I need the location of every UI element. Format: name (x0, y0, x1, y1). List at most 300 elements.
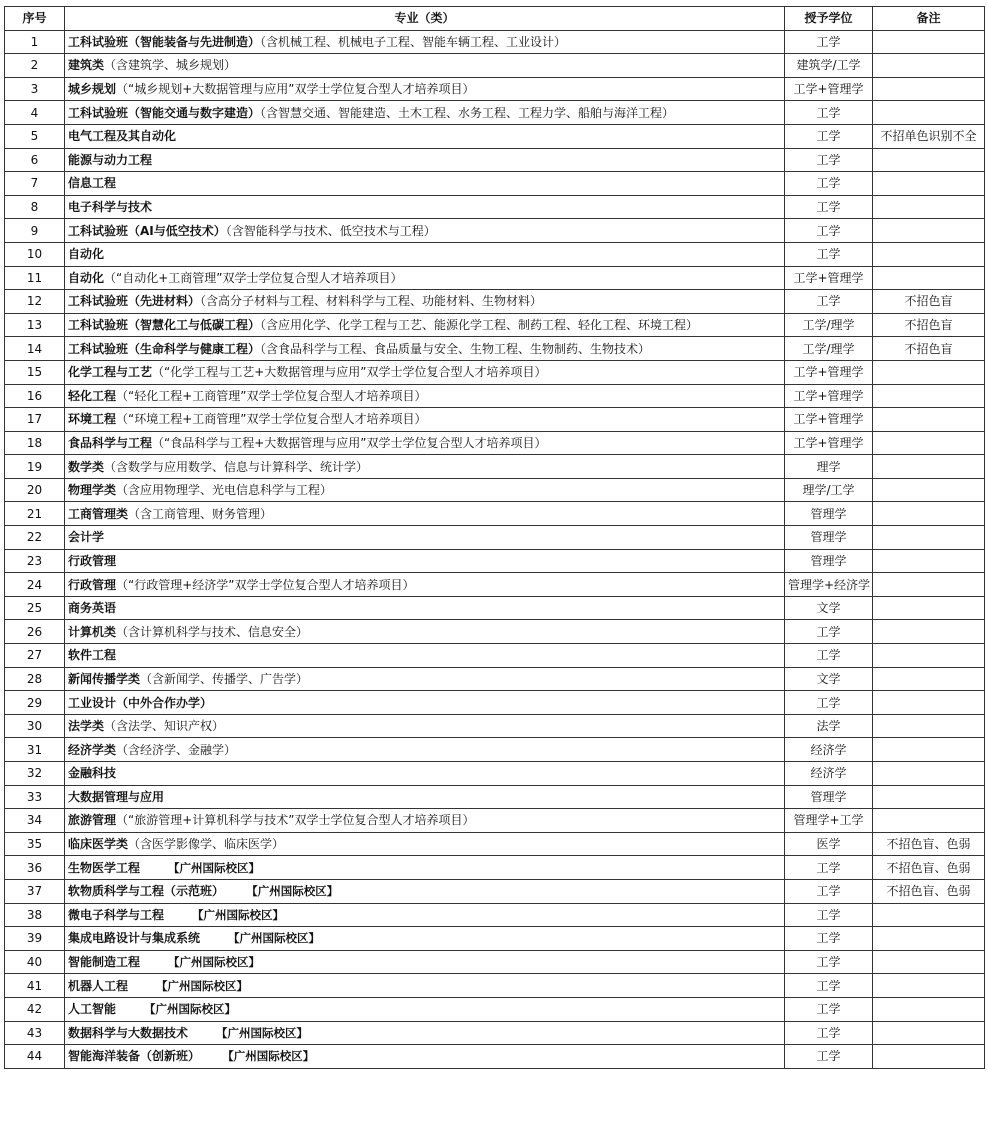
major-name: 数学类 (68, 459, 105, 474)
row-no: 8 (5, 195, 65, 219)
row-no: 25 (5, 596, 65, 620)
row-major (65, 1021, 785, 1045)
table-row (5, 927, 985, 951)
major-detail: （含新闻学、传播学、广告学） (140, 671, 309, 686)
major-detail: （含应用化学、化学工程与工艺、能源化学工程、制药工程、轻化工程、环境工程） (260, 318, 699, 333)
major-detail: （含食品科学与工程、食品质量与安全、生物工程、生物制药、生物技术） (260, 341, 651, 356)
major-detail: （“行政管理+经济学”双学士学位复合型人才培养项目） (116, 577, 415, 592)
row-no: 1 (5, 30, 65, 54)
row-major (65, 195, 785, 219)
table-row (5, 266, 985, 290)
row-degree: 文学 (785, 596, 873, 620)
row-note (873, 101, 985, 125)
table-row (5, 172, 985, 196)
row-note (873, 997, 985, 1021)
table-row (5, 478, 985, 502)
row-major (65, 691, 785, 715)
row-note (873, 785, 985, 809)
row-major (65, 950, 785, 974)
row-no: 12 (5, 290, 65, 314)
row-no: 34 (5, 809, 65, 833)
row-no: 11 (5, 266, 65, 290)
row-note (873, 549, 985, 573)
row-degree: 工学+管理学 (785, 384, 873, 408)
table-row (5, 573, 985, 597)
row-note: 不招色盲 (873, 337, 985, 361)
row-major (65, 502, 785, 526)
row-degree: 工学 (785, 879, 873, 903)
table-row (5, 714, 985, 738)
row-major (65, 172, 785, 196)
row-no: 14 (5, 337, 65, 361)
row-major (65, 856, 785, 880)
header-row (5, 7, 985, 31)
majors-table (4, 6, 985, 1069)
row-major (65, 596, 785, 620)
major-campus: 【广州国际校区】 (228, 931, 321, 946)
major-campus: 【广州国际校区】 (168, 955, 261, 970)
major-name: 化学工程与工艺 (68, 365, 153, 380)
major-name: 新闻传播学类 (68, 671, 141, 686)
row-major (65, 101, 785, 125)
row-degree: 工学/理学 (785, 337, 873, 361)
row-no: 22 (5, 526, 65, 550)
table-row (5, 124, 985, 148)
major-name: 食品科学与工程 (68, 435, 153, 450)
row-no: 43 (5, 1021, 65, 1045)
table-row (5, 667, 985, 691)
table-row (5, 620, 985, 644)
major-campus: 【广州国际校区】 (144, 1002, 237, 1017)
major-campus: 【广州国际校区】 (228, 1049, 315, 1064)
major-detail: （含建筑学、城乡规划） (104, 58, 237, 73)
major-campus: 【广州国际校区】 (156, 978, 249, 993)
row-degree: 文学 (785, 667, 873, 691)
row-note (873, 502, 985, 526)
row-degree: 管理学 (785, 785, 873, 809)
major-name: 生物医学工程 (68, 860, 141, 875)
row-note: 不招色盲、色弱 (873, 879, 985, 903)
major-name: 大数据管理与应用 (68, 789, 165, 804)
table-row (5, 526, 985, 550)
row-no: 29 (5, 691, 65, 715)
major-name: 机器人工程 (68, 978, 129, 993)
table-row (5, 903, 985, 927)
table-row (5, 596, 985, 620)
major-detail: （“轻化工程+工商管理”双学士学位复合型人才培养项目） (116, 388, 427, 403)
row-note (873, 242, 985, 266)
table-row (5, 30, 985, 54)
row-degree: 理学 (785, 455, 873, 479)
major-name: 经济学类 (68, 742, 117, 757)
row-no: 39 (5, 927, 65, 951)
row-no: 26 (5, 620, 65, 644)
row-no: 36 (5, 856, 65, 880)
major-detail: （含法学、知识产权） (104, 719, 225, 734)
major-detail: （含机械工程、机械电子工程、智能车辆工程、工业设计） (260, 34, 567, 49)
row-no: 38 (5, 903, 65, 927)
row-major (65, 1045, 785, 1069)
row-no: 35 (5, 832, 65, 856)
row-major (65, 148, 785, 172)
row-major (65, 714, 785, 738)
major-name: 电气工程及其自动化 (68, 129, 177, 144)
row-no: 18 (5, 431, 65, 455)
row-degree: 工学 (785, 172, 873, 196)
row-no: 2 (5, 54, 65, 78)
row-major (65, 927, 785, 951)
row-no: 42 (5, 997, 65, 1021)
row-degree: 工学 (785, 997, 873, 1021)
row-note (873, 691, 985, 715)
row-no: 40 (5, 950, 65, 974)
row-degree: 工学 (785, 195, 873, 219)
row-degree: 工学 (785, 620, 873, 644)
table-row (5, 785, 985, 809)
row-degree: 工学 (785, 242, 873, 266)
table-row (5, 856, 985, 880)
row-note (873, 573, 985, 597)
major-name: 建筑类 (68, 58, 105, 73)
row-note (873, 714, 985, 738)
row-degree: 管理学+经济学 (785, 573, 873, 597)
major-campus: 【广州国际校区】 (168, 860, 261, 875)
row-degree: 法学 (785, 714, 873, 738)
major-name: 工业设计（中外合作办学） (68, 695, 213, 710)
row-major (65, 644, 785, 668)
row-no: 19 (5, 455, 65, 479)
row-major (65, 408, 785, 432)
row-note (873, 195, 985, 219)
row-major (65, 903, 785, 927)
major-name: 法学类 (68, 719, 105, 734)
row-major (65, 879, 785, 903)
major-name: 自动化 (68, 247, 105, 262)
row-note (873, 384, 985, 408)
row-degree: 工学/理学 (785, 313, 873, 337)
row-major (65, 360, 785, 384)
row-degree: 管理学 (785, 502, 873, 526)
row-major (65, 290, 785, 314)
row-note (873, 927, 985, 951)
table-row (5, 549, 985, 573)
row-note (873, 1045, 985, 1069)
row-major (65, 54, 785, 78)
row-major (65, 997, 785, 1021)
row-degree: 工学 (785, 30, 873, 54)
table-row (5, 195, 985, 219)
row-degree: 工学 (785, 974, 873, 998)
row-note (873, 266, 985, 290)
major-detail: （含智慧交通、智能建造、土木工程、水务工程、工程力学、船舶与海洋工程） (260, 105, 675, 120)
table-row (5, 290, 985, 314)
row-no: 15 (5, 360, 65, 384)
row-note (873, 974, 985, 998)
header-degree: 授予学位 (785, 7, 873, 31)
row-no: 37 (5, 879, 65, 903)
major-name: 工科试验班（AI与低空技术） (68, 223, 226, 238)
table-row (5, 502, 985, 526)
major-name: 能源与动力工程 (68, 152, 153, 167)
major-detail: （含数学与应用数学、信息与计算科学、统计学） (104, 459, 369, 474)
table-row (5, 997, 985, 1021)
header-no: 序号 (5, 7, 65, 31)
row-no: 32 (5, 762, 65, 786)
major-detail: （含经济学、金融学） (116, 742, 237, 757)
row-note (873, 148, 985, 172)
row-degree: 理学/工学 (785, 478, 873, 502)
header-note: 备注 (873, 7, 985, 31)
table-row (5, 242, 985, 266)
table-row (5, 738, 985, 762)
major-name: 工商管理类 (68, 506, 129, 521)
major-name: 物理学类 (68, 483, 117, 498)
row-note (873, 596, 985, 620)
row-no: 13 (5, 313, 65, 337)
row-degree: 工学 (785, 148, 873, 172)
row-note (873, 738, 985, 762)
row-note (873, 408, 985, 432)
row-major (65, 785, 785, 809)
row-degree: 工学 (785, 950, 873, 974)
row-major (65, 455, 785, 479)
row-no: 20 (5, 478, 65, 502)
major-name: 工科试验班（生命科学与健康工程） (68, 341, 261, 356)
table-row (5, 1021, 985, 1045)
major-campus: 【广州国际校区】 (216, 1025, 309, 1040)
table-row (5, 384, 985, 408)
major-name: 行政管理 (68, 577, 117, 592)
major-name: 工科试验班（智能交通与数字建造） (68, 105, 261, 120)
table-row (5, 832, 985, 856)
row-degree: 医学 (785, 832, 873, 856)
row-no: 7 (5, 172, 65, 196)
row-degree: 工学+管理学 (785, 408, 873, 432)
row-no: 44 (5, 1045, 65, 1069)
major-detail: （含工商管理、财务管理） (128, 506, 273, 521)
table-row (5, 77, 985, 101)
major-name: 软件工程 (68, 648, 117, 663)
major-name: 工科试验班（先进材料） (68, 294, 201, 309)
row-note (873, 455, 985, 479)
row-no: 16 (5, 384, 65, 408)
row-major (65, 337, 785, 361)
table-row (5, 809, 985, 833)
table-row (5, 691, 985, 715)
row-no: 27 (5, 644, 65, 668)
major-name: 软物质科学与工程（示范班） (68, 884, 225, 899)
row-degree: 工学 (785, 1045, 873, 1069)
row-note: 不招色盲 (873, 290, 985, 314)
row-no: 30 (5, 714, 65, 738)
row-note (873, 950, 985, 974)
row-note (873, 809, 985, 833)
major-name: 城乡规划 (68, 82, 117, 97)
major-name: 智能海洋装备（创新班） (68, 1049, 201, 1064)
major-name: 工科试验班（智能装备与先进制造） (68, 34, 261, 49)
row-degree: 工学 (785, 691, 873, 715)
major-campus: 【广州国际校区】 (252, 884, 339, 899)
major-name: 会计学 (68, 530, 105, 545)
row-no: 3 (5, 77, 65, 101)
major-detail: （含高分子材料与工程、材料科学与工程、功能材料、生物材料） (200, 294, 543, 309)
row-degree: 建筑学/工学 (785, 54, 873, 78)
table-row (5, 762, 985, 786)
row-major (65, 384, 785, 408)
table-row (5, 431, 985, 455)
table-row (5, 360, 985, 384)
row-major (65, 549, 785, 573)
major-detail: （“食品科学与工程+大数据管理与应用”双学士学位复合型人才培养项目） (152, 435, 547, 450)
row-note (873, 54, 985, 78)
major-detail: （含计算机科学与技术、信息安全） (116, 624, 309, 639)
table-row (5, 974, 985, 998)
major-name: 工科试验班（智慧化工与低碳工程） (68, 318, 261, 333)
row-major (65, 573, 785, 597)
table-row (5, 1045, 985, 1069)
row-degree: 工学+管理学 (785, 77, 873, 101)
table-row (5, 408, 985, 432)
major-name: 临床医学类 (68, 837, 129, 852)
row-degree: 工学+管理学 (785, 360, 873, 384)
row-degree: 工学 (785, 927, 873, 951)
row-degree: 工学 (785, 856, 873, 880)
row-note (873, 77, 985, 101)
major-name: 电子科学与技术 (68, 200, 153, 215)
table-row (5, 950, 985, 974)
row-note (873, 30, 985, 54)
major-detail: （“城乡规划+大数据管理与应用”双学士学位复合型人才培养项目） (116, 82, 475, 97)
row-degree: 工学 (785, 290, 873, 314)
row-major (65, 832, 785, 856)
major-name: 行政管理 (68, 553, 117, 568)
row-note (873, 620, 985, 644)
row-degree: 工学 (785, 903, 873, 927)
major-name: 环境工程 (68, 412, 117, 427)
major-campus: 【广州国际校区】 (192, 907, 285, 922)
major-name: 金融科技 (68, 766, 117, 781)
table-row (5, 148, 985, 172)
row-major (65, 667, 785, 691)
row-no: 28 (5, 667, 65, 691)
row-degree: 管理学 (785, 526, 873, 550)
row-note (873, 172, 985, 196)
row-major (65, 242, 785, 266)
table-row (5, 337, 985, 361)
row-no: 21 (5, 502, 65, 526)
major-name: 旅游管理 (68, 813, 117, 828)
row-note (873, 360, 985, 384)
row-no: 9 (5, 219, 65, 243)
row-note (873, 667, 985, 691)
row-degree: 管理学 (785, 549, 873, 573)
row-no: 23 (5, 549, 65, 573)
row-note (873, 431, 985, 455)
row-major (65, 219, 785, 243)
row-major (65, 30, 785, 54)
major-detail: （“环境工程+工商管理”双学士学位复合型人才培养项目） (116, 412, 427, 427)
major-name: 计算机类 (68, 624, 117, 639)
row-note: 不招单色识别不全 (873, 124, 985, 148)
row-note (873, 219, 985, 243)
row-major (65, 526, 785, 550)
row-no: 10 (5, 242, 65, 266)
row-degree: 工学 (785, 101, 873, 125)
row-note (873, 478, 985, 502)
row-no: 41 (5, 974, 65, 998)
major-detail: （含智能科学与技术、低空技术与工程） (225, 223, 436, 238)
major-name: 轻化工程 (68, 388, 117, 403)
row-note (873, 644, 985, 668)
header-major: 专业（类） (65, 7, 785, 31)
row-note: 不招色盲、色弱 (873, 832, 985, 856)
row-degree: 工学+管理学 (785, 431, 873, 455)
row-no: 31 (5, 738, 65, 762)
row-note (873, 526, 985, 550)
row-major (65, 620, 785, 644)
row-degree: 工学 (785, 124, 873, 148)
table-row (5, 644, 985, 668)
row-major (65, 738, 785, 762)
row-no: 33 (5, 785, 65, 809)
table-row (5, 455, 985, 479)
row-degree: 工学 (785, 1021, 873, 1045)
major-detail: （含医学影像学、临床医学） (128, 837, 285, 852)
row-major (65, 77, 785, 101)
row-no: 5 (5, 124, 65, 148)
row-major (65, 313, 785, 337)
row-no: 17 (5, 408, 65, 432)
row-degree: 经济学 (785, 762, 873, 786)
row-note: 不招色盲、色弱 (873, 856, 985, 880)
major-name: 微电子科学与工程 (68, 907, 165, 922)
major-detail: （“旅游管理+计算机科学与技术”双学士学位复合型人才培养项目） (116, 813, 475, 828)
row-degree: 工学 (785, 644, 873, 668)
table-row (5, 879, 985, 903)
row-note (873, 762, 985, 786)
major-name: 集成电路设计与集成系统 (68, 931, 201, 946)
row-degree: 管理学+工学 (785, 809, 873, 833)
row-major (65, 431, 785, 455)
row-no: 4 (5, 101, 65, 125)
row-note (873, 1021, 985, 1045)
row-note: 不招色盲 (873, 313, 985, 337)
row-major (65, 478, 785, 502)
major-name: 商务英语 (68, 601, 117, 616)
major-detail: （“自动化+工商管理”双学士学位复合型人才培养项目） (104, 270, 403, 285)
row-major (65, 974, 785, 998)
row-note (873, 903, 985, 927)
table-row (5, 54, 985, 78)
row-degree: 工学+管理学 (785, 266, 873, 290)
major-detail: （含应用物理学、光电信息科学与工程） (116, 483, 333, 498)
row-major (65, 124, 785, 148)
major-name: 信息工程 (68, 176, 117, 191)
major-name: 自动化 (68, 270, 105, 285)
row-degree: 经济学 (785, 738, 873, 762)
row-major (65, 762, 785, 786)
row-major (65, 809, 785, 833)
row-degree: 工学 (785, 219, 873, 243)
table-row (5, 313, 985, 337)
major-name: 数据科学与大数据技术 (68, 1025, 189, 1040)
table-row (5, 219, 985, 243)
major-name: 智能制造工程 (68, 955, 141, 970)
row-major (65, 266, 785, 290)
major-detail: （“化学工程与工艺+大数据管理与应用”双学士学位复合型人才培养项目） (152, 365, 547, 380)
row-no: 6 (5, 148, 65, 172)
table-row (5, 101, 985, 125)
